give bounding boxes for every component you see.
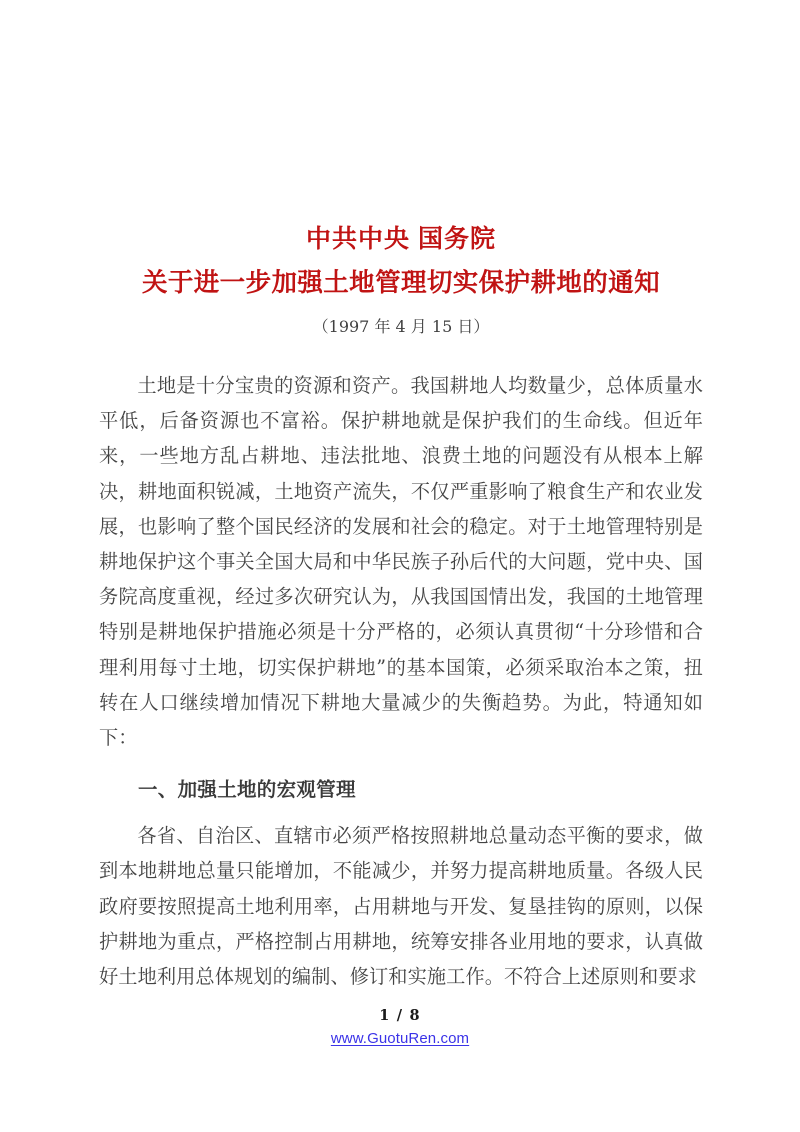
document-title-line-1: 中共中央 国务院 bbox=[306, 225, 496, 253]
body-paragraph: 土地是十分宝贵的资源和资产。我国耕地人均数量少，总体质量水平低，后备资源也不富裕。保护耕地就是保护我们的生命线。但近年来，一些地方乱占耕地、违法批地、浪费土地的问题没有从根本上解决，耕地面积锐减，土地资产流失，不仅严重影响了粮食生产和农业发展，也影响了整个国民经济的发展和社会的稳定。对于土地管理特别是耕地保护这个事关全国大局和中华民族子孙后代的大问题，党中央、国务院高度重视，经过多次研究认为，从我国国情出发，我国的土地管理特别是耕地保护措施必须是十分严格的，必须认真贯彻“十分珍惜和合理利用每寸土地，切实保护耕地”的基本国策，必须采取治本之策，扭转在人口继续增加情况下耕地大量减少的失衡趋势。为此，特通知如下： bbox=[99, 374, 703, 750]
page-number: 1 / 8 bbox=[379, 1007, 421, 1024]
document-date: （1997 年 4 月 15 日） bbox=[312, 317, 490, 336]
document-body bbox=[99, 368, 703, 994]
section-heading-1: 一、加强土地的宏观管理 bbox=[138, 779, 356, 802]
document-title-line-2: 关于进一步加强土地管理切实保护耕地的通知 bbox=[141, 269, 660, 297]
title-block bbox=[99, 0, 703, 338]
page-content bbox=[99, 0, 703, 994]
body-paragraph: 各省、自治区、直辖市必须严格按照耕地总量动态平衡的要求，做到本地耕地总量只能增加，不能减少，并努力提高耕地质量。各级人民政府要按照提高土地利用率，占用耕地与开发、复垦挂钩的原则，以保护耕地为重点，严格控制占用耕地，统筹安排各业用地的要求，认真做好土地利用总体规划的编制、修订和实施工作。不符合上述原则和要求 bbox=[99, 824, 703, 989]
site-url-link[interactable]: www.GuotuRen.com bbox=[330, 1030, 470, 1047]
page-footer bbox=[0, 1006, 800, 1049]
